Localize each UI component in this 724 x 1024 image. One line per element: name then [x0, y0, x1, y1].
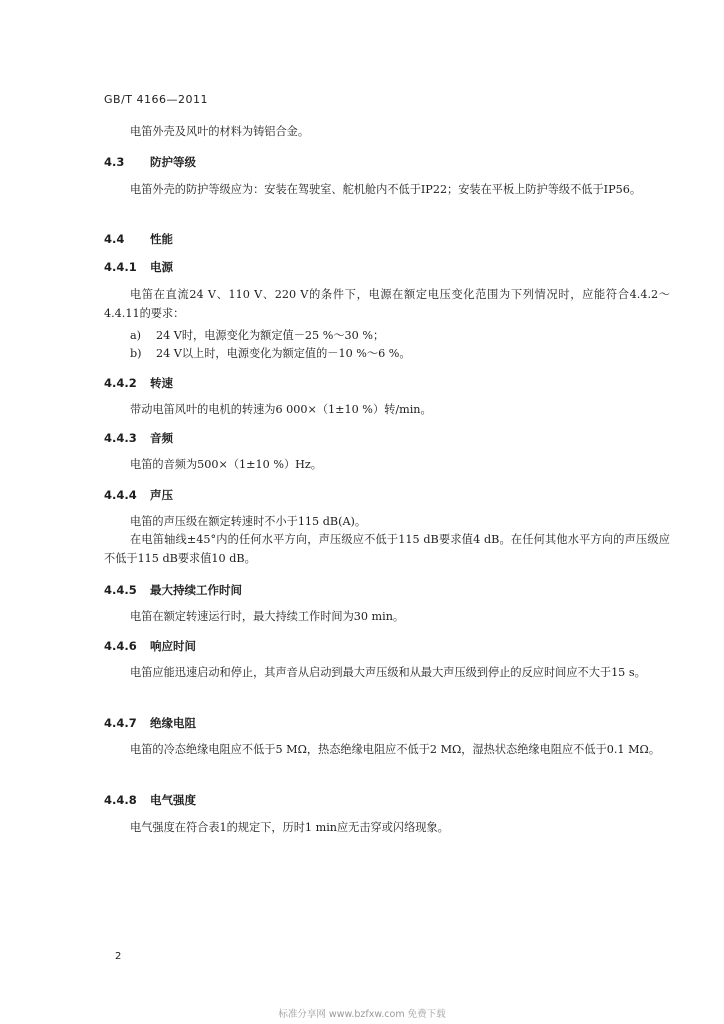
paragraph-4-4-2-text: 带动电笛风叶的电机的转速为6 000×（1±10 %）转/min。: [130, 403, 432, 416]
section-4-3-heading: [104, 154, 196, 170]
list-item-b: [130, 345, 411, 361]
section-title: 转速: [150, 376, 173, 390]
list-item-label: a): [130, 329, 142, 342]
section-number: 4.4: [104, 232, 125, 246]
list-item-label: b): [130, 347, 142, 360]
section-number: 4.4.3: [104, 431, 137, 445]
section-4-4-5-heading: [104, 582, 242, 598]
paragraph-4-4-7-text: 电笛的冷态绝缘电阻应不低于5 MΩ，热态绝缘电阻应不低于2 MΩ，湿热状态绝缘电阻应不低于0.1 MΩ。: [130, 743, 661, 756]
standard-code-header: GB/T 4166—2011: [104, 93, 208, 106]
section-number: 4.4.1: [104, 260, 137, 274]
watermark-text: 标准分享网 www.bzfxw.com 免费下载: [278, 1009, 446, 1020]
page-number: 2: [115, 951, 122, 962]
section-number: 4.4.6: [104, 639, 137, 653]
section-title: 声压: [150, 488, 173, 502]
section-title: 性能: [150, 232, 173, 246]
paragraph-4-4-4-text-1: 电笛的声压级在额定转速时不小于115 dB(A)。: [130, 515, 367, 528]
section-number: 4.4.5: [104, 583, 137, 597]
paragraph-4-4-5-text: 电笛在额定转速运行时，最大持续工作时间为30 min。: [130, 610, 405, 623]
list-item-text: 24 V时，电源变化为额定值－25 %～30 %；: [156, 329, 385, 342]
paragraph-4-4-6-text: 电笛应能迅速启动和停止，其声音从启动到最大声压级和从最大声压级到停止的反应时间应不大于15 s。: [130, 666, 646, 679]
section-4-4-1-heading: [104, 259, 173, 275]
section-4-4-2-heading: [104, 375, 173, 391]
section-title: 音频: [150, 431, 173, 445]
section-number: 4.4.8: [104, 793, 137, 807]
section-number: 4.4.7: [104, 716, 137, 730]
paragraph-4-4-3-text: 电笛的音频为500×（1±10 %）Hz。: [130, 458, 322, 471]
section-title: 电源: [150, 260, 173, 274]
paragraph-4-4-4-text-2: 在电笛轴线±45°内的任何水平方向，声压级应不低于115 dB要求值4 dB。在任何其他水平方向的声压级应不低于115 dB要求值10 dB。: [104, 533, 670, 565]
list-item-text: 24 V以上时，电源变化为额定值的－10 %～6 %。: [156, 347, 411, 360]
section-number: 4.4.4: [104, 488, 137, 502]
section-title: 最大持续工作时间: [150, 583, 242, 597]
paragraph-4-2-text: 电笛外壳及风叶的材料为铸铝合金。: [130, 125, 310, 138]
paragraph-4-4-1-text: 电笛在直流24 V、110 V、220 V的条件下，电源在额定电压变化范围为下列情况时，应能符合4.4.2～4.4.11的要求：: [104, 288, 670, 320]
section-4-4-3-heading: [104, 430, 173, 446]
section-number: 4.3: [104, 155, 125, 169]
section-title: 电气强度: [150, 793, 196, 807]
section-4-4-6-heading: [104, 638, 196, 654]
list-item-a: [130, 327, 384, 343]
section-title: 绝缘电阻: [150, 716, 196, 730]
section-4-4-8-heading: [104, 792, 196, 808]
paragraph-4-3-text: 电笛外壳的防护等级应为：安装在驾驶室、舵机舱内不低于IP22；安装在平板上防护等级不低于IP56。: [130, 183, 642, 196]
section-4-4-7-heading: [104, 715, 196, 731]
section-title: 防护等级: [150, 155, 196, 169]
section-4-4-heading: [104, 231, 173, 247]
section-title: 响应时间: [150, 639, 196, 653]
section-4-4-4-heading: [104, 487, 173, 503]
paragraph-4-4-8-text: 电气强度在符合表1的规定下，历时1 min应无击穿或闪络现象。: [130, 821, 449, 834]
section-number: 4.4.2: [104, 376, 137, 390]
